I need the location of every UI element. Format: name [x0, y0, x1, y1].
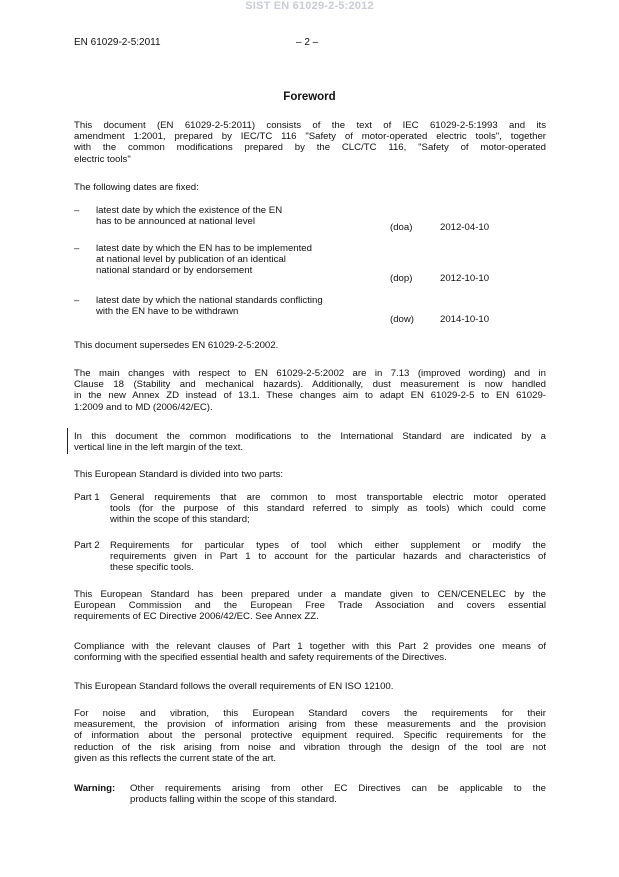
- common-modifications-paragraph: [74, 431, 546, 453]
- text-line: latest date by which the national standards conflicting: [96, 295, 323, 306]
- text-line: at national level by publication of an identical: [96, 254, 286, 266]
- compliance-paragraph: [74, 641, 546, 663]
- list-dash: –: [74, 295, 80, 306]
- text-line: Requirements for particular types of tool which either supplement or modify the: [110, 540, 546, 551]
- text-line: European Commission and the European Free Trade Association and covers essential: [74, 600, 546, 612]
- header-doc-id: EN 61029-2-5:2011: [74, 37, 161, 48]
- text-line: Other requirements arising from other EC Directives can be applicable to the: [130, 783, 546, 794]
- text-line: vertical line in the left margin of the text.: [74, 442, 244, 454]
- intro-paragraph: [74, 120, 546, 165]
- part-2-text: [110, 540, 546, 574]
- warning-label: Warning:: [74, 783, 116, 794]
- date-item-dop: [96, 243, 386, 277]
- text-line: given as this reflects the current state of the art.: [74, 752, 277, 764]
- warning-text: [130, 783, 546, 805]
- text-line: requirements given in Part 1 to account for the particular hazards and characteristics of: [110, 551, 546, 563]
- date-value: 2012-04-10: [440, 222, 490, 233]
- text-line: with the common modifications prepared by the CLC/TC 116, "Safety of motor-operated: [74, 142, 546, 154]
- text-line: This document (EN 61029-2-5:2011) consists of the text of IEC 61029-2-5:1993 and its: [74, 120, 546, 131]
- text-line: For noise and vibration, this European Standard covers the requirements for their: [74, 708, 546, 719]
- list-dash: –: [74, 205, 80, 216]
- date-item-doa: [96, 205, 386, 227]
- watermark: SIST EN 61029-2-5:2012: [245, 0, 374, 12]
- text-line: conforming with the specified essential health and safety requirements of the Directives.: [74, 652, 447, 664]
- text-line: Compliance with the relevant clauses of Part 1 together with this Part 2 provides one means of: [74, 641, 546, 652]
- noise-paragraph: [74, 708, 546, 764]
- text-line: latest date by which the existence of the EN: [96, 205, 283, 216]
- text-line: national standard or by endorsement: [96, 265, 253, 277]
- header-page-number: – 2 –: [296, 37, 319, 48]
- text-line: of information about the personal protective equipment required. Specific requirements for the: [74, 730, 546, 742]
- text-line: amendment 1:2001, prepared by IEC/TC 116 "Safety of motor-operated electric tools", together: [74, 131, 546, 143]
- text-line: 1:2009 and to MD (2006/42/EC).: [74, 401, 213, 413]
- date-item-dow: [96, 295, 386, 317]
- date-value: 2012-10-10: [440, 273, 490, 284]
- part-1-text: [110, 492, 546, 526]
- text-line: reduction of the risk arising from noise and vibration through the design of the tool are not: [74, 741, 546, 753]
- text-line: tools (for the purpose of this standard referred to simply as tools) which could come: [110, 503, 546, 515]
- page-title: Foreword: [283, 91, 336, 103]
- date-code: (dop): [390, 273, 413, 284]
- date-code: (dow): [390, 314, 414, 325]
- text-line: within the scope of this standard;: [110, 514, 250, 526]
- text-line: products falling within the scope of this standard.: [130, 794, 337, 806]
- dates-intro: The following dates are fixed:: [74, 182, 199, 193]
- iso-paragraph: This European Standard follows the overall requirements of EN ISO 12100.: [74, 681, 394, 692]
- modification-margin-line: [67, 428, 68, 454]
- changes-paragraph: [74, 368, 546, 413]
- supersedes-paragraph: This document supersedes EN 61029-2-5:2002.: [74, 340, 279, 351]
- text-line: The main changes with respect to EN 61029-2-5:2002 are in 7.13 (improved wording) and in: [74, 368, 546, 379]
- text-line: measurement, the provision of information arising from these measurements and the provision: [74, 719, 546, 731]
- text-line: This European Standard has been prepared under a mandate given to CEN/CENELEC by the: [74, 589, 546, 600]
- part-2-label: Part 2: [74, 540, 100, 551]
- text-line: requirements of EC Directive 2006/42/EC. See Annex ZZ.: [74, 611, 319, 623]
- divided-paragraph: This European Standard is divided into two parts:: [74, 469, 284, 480]
- text-line: electric tools": [74, 153, 131, 165]
- text-line: with the EN have to be withdrawn: [96, 306, 239, 318]
- text-line: latest date by which the EN has to be implemented: [96, 243, 312, 254]
- date-value: 2014-10-10: [440, 314, 490, 325]
- text-line: In this document the common modifications to the International Standard are indicated by a: [74, 431, 546, 442]
- text-line: Clause 18 (Stability and mechanical hazards). Additionally, dust measurement is now handled: [74, 379, 546, 391]
- part-1-label: Part 1: [74, 492, 100, 503]
- text-line: these specific tools.: [110, 562, 194, 574]
- text-line: has to be announced at national level: [96, 216, 255, 228]
- list-dash: –: [74, 243, 80, 254]
- mandate-paragraph: [74, 589, 546, 623]
- text-line: General requirements that are common to most transportable electric motor operated: [110, 492, 546, 503]
- date-code: (doa): [390, 222, 413, 233]
- text-line: in the new Annex ZD instead of 13.1. These changes aim to adapt EN 61029-2-5 to EN 61029-: [74, 390, 546, 402]
